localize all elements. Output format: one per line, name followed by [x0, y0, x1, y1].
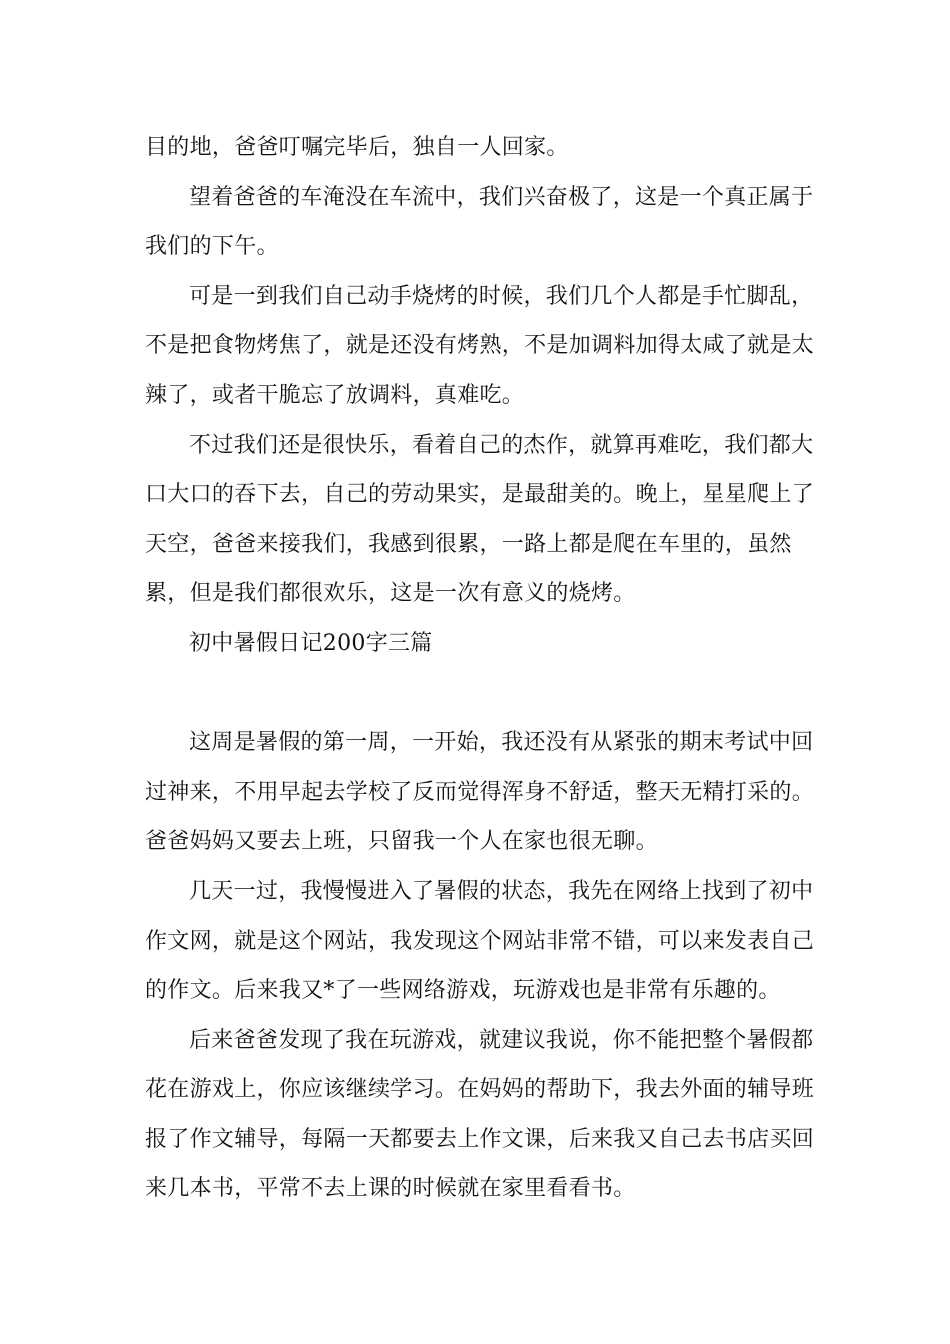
blank-line	[145, 669, 825, 719]
paragraph: 几天一过，我慢慢进入了暑假的状态，我先在网络上找到了初中作文网，就是这个网站，我发现这个网站非常不错，可以来发表自己的作文。后来我又*了一些网络游戏，玩游戏也是非常有乐趣的。	[145, 878, 815, 1004]
paragraph: 望着爸爸的车淹没在车流中，我们兴奋极了，这是一个真正属于我们的下午。	[145, 184, 814, 260]
document-body	[145, 123, 825, 1214]
paragraph: 不过我们还是很快乐，看着自己的杰作，就算再难吃，我们都大口大口的吞下去，自己的劳动果实，是最甜美的。晚上，星星爬上了天空，爸爸来接我们，我感到很累，一路上都是爬在车里的，虽然累，但是我们都很欢乐，这是一次有意义的烧烤。	[145, 432, 815, 607]
paragraph: 这周是暑假的第一周，一开始，我还没有从紧张的期末考试中回过神来，不用早起去学校了反而觉得浑身不舒适，整天无精打采的。爸爸妈妈又要去上班，只留我一个人在家也很无聊。	[145, 730, 815, 855]
paragraph-continuation: 目的地，爸爸叮嘱完毕后，独自一人回家。	[145, 135, 569, 160]
paragraph: 后来爸爸发现了我在玩游戏，就建议我说，你不能把整个暑假都花在游戏上，你应该继续学习。在妈妈的帮助下，我去外面的辅导班报了作文辅导，每隔一天都要去上作文课，后来我又自己去书店买回来几本书，平常不去上课的时候就在家里看看书。	[145, 1027, 815, 1202]
section-heading: 初中暑假日记200字三篇	[189, 630, 433, 656]
paragraph: 可是一到我们自己动手烧烤的时候，我们几个人都是手忙脚乱，不是把食物烤焦了，就是还没有烤熟，不是加调料加得太咸了就是太辣了，或者干脆忘了放调料，真难吃。	[145, 283, 815, 408]
